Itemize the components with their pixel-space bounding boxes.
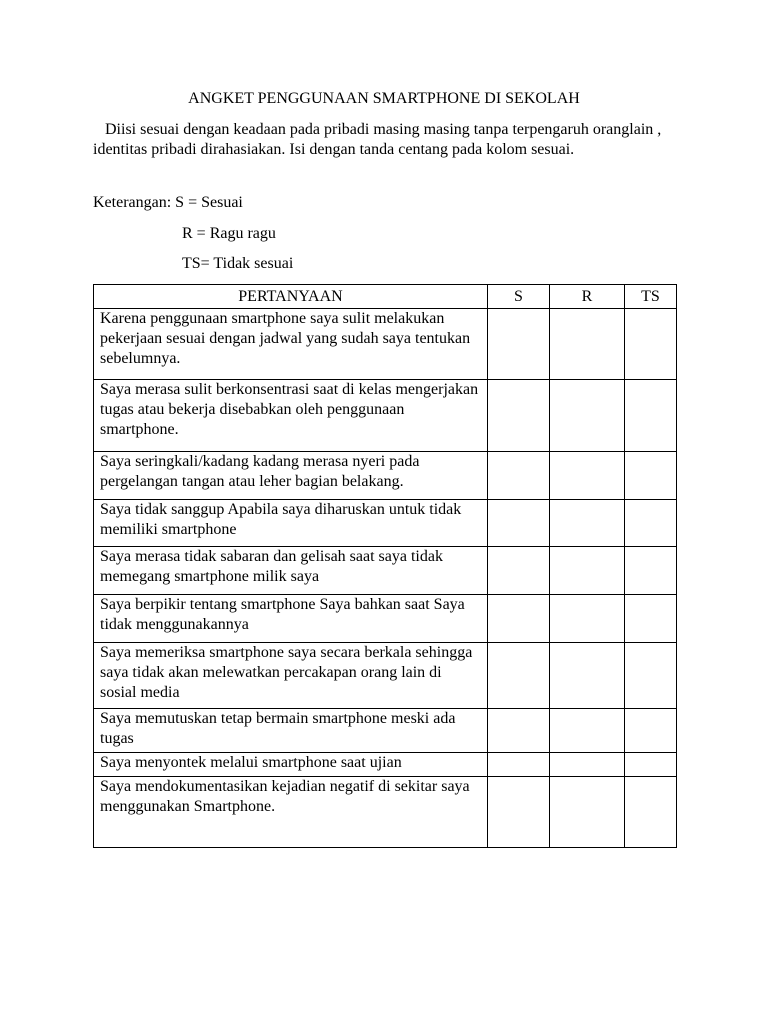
table-row	[94, 547, 677, 595]
answer-cell-s[interactable]	[488, 500, 550, 547]
table-row	[94, 643, 677, 709]
answer-cell-r[interactable]	[550, 500, 625, 547]
answer-cell-r[interactable]	[550, 777, 625, 848]
table-row	[94, 380, 677, 452]
header-r: R	[550, 285, 625, 309]
survey-table	[93, 284, 677, 848]
table-row	[94, 595, 677, 643]
question-cell: Karena penggunaan smartphone saya sulit melakukan pekerjaan sesuai dengan jadwal yang sudah saya tentukan sebelumnya.	[94, 309, 488, 380]
legend-tidak-sesuai: TS= Tidak sesuai	[182, 255, 294, 272]
question-cell: Saya merasa sulit berkonsentrasi saat di kelas mengerjakan tugas atau bekerja disebabkan oleh penggunaan smartphone.	[94, 380, 488, 452]
header-s: S	[488, 285, 550, 309]
question-cell: Saya merasa tidak sabaran dan gelisah saat saya tidak memegang smartphone milik saya	[94, 547, 488, 595]
answer-cell-ts[interactable]	[625, 595, 677, 643]
answer-cell-s[interactable]	[488, 709, 550, 753]
answer-cell-ts[interactable]	[625, 709, 677, 753]
answer-cell-r[interactable]	[550, 380, 625, 452]
answer-cell-ts[interactable]	[625, 309, 677, 380]
table-row	[94, 500, 677, 547]
answer-cell-r[interactable]	[550, 452, 625, 500]
intro-paragraph: Diisi sesuai dengan keadaan pada pribadi masing masing tanpa terpengaruh oranglain , identitas pribadi dirahasiakan. Isi dengan tanda centang pada kolom sesuai.	[93, 121, 662, 158]
question-cell: Saya mendokumentasikan kejadian negatif di sekitar saya menggunakan Smartphone.	[94, 777, 488, 848]
table-header-row	[94, 285, 677, 309]
answer-cell-s[interactable]	[488, 777, 550, 848]
question-cell: Saya memeriksa smartphone saya secara berkala sehingga saya tidak akan melewatkan percakapan orang lain di sosial media	[94, 643, 488, 709]
answer-cell-r[interactable]	[550, 309, 625, 380]
answer-cell-s[interactable]	[488, 643, 550, 709]
question-cell: Saya seringkali/kadang kadang merasa nyeri pada pergelangan tangan atau leher bagian belakang.	[94, 452, 488, 500]
legend-sesuai: Keterangan: S = Sesuai	[93, 194, 243, 211]
answer-cell-s[interactable]	[488, 380, 550, 452]
answer-cell-r[interactable]	[550, 595, 625, 643]
answer-cell-ts[interactable]	[625, 643, 677, 709]
answer-cell-r[interactable]	[550, 753, 625, 777]
question-cell: Saya menyontek melalui smartphone saat ujian	[94, 753, 488, 777]
table-row	[94, 777, 677, 848]
answer-cell-ts[interactable]	[625, 452, 677, 500]
table-row	[94, 309, 677, 380]
answer-cell-r[interactable]	[550, 547, 625, 595]
table-row	[94, 709, 677, 753]
answer-cell-ts[interactable]	[625, 547, 677, 595]
answer-cell-r[interactable]	[550, 709, 625, 753]
page-title: ANGKET PENGGUNAAN SMARTPHONE DI SEKOLAH	[188, 90, 580, 107]
answer-cell-ts[interactable]	[625, 380, 677, 452]
answer-cell-ts[interactable]	[625, 500, 677, 547]
table-row	[94, 753, 677, 777]
answer-cell-s[interactable]	[488, 595, 550, 643]
answer-cell-s[interactable]	[488, 452, 550, 500]
answer-cell-ts[interactable]	[625, 777, 677, 848]
answer-cell-s[interactable]	[488, 547, 550, 595]
question-cell: Saya berpikir tentang smartphone Saya bahkan saat Saya tidak menggunakannya	[94, 595, 488, 643]
legend-ragu-ragu: R = Ragu ragu	[182, 225, 276, 242]
answer-cell-ts[interactable]	[625, 753, 677, 777]
question-cell: Saya tidak sanggup Apabila saya diharuskan untuk tidak memiliki smartphone	[94, 500, 488, 547]
answer-cell-s[interactable]	[488, 753, 550, 777]
question-cell: Saya memutuskan tetap bermain smartphone meski ada tugas	[94, 709, 488, 753]
answer-cell-r[interactable]	[550, 643, 625, 709]
header-ts: TS	[625, 285, 677, 309]
table-row	[94, 452, 677, 500]
header-pertanyaan: PERTANYAAN	[94, 285, 488, 309]
answer-cell-s[interactable]	[488, 309, 550, 380]
